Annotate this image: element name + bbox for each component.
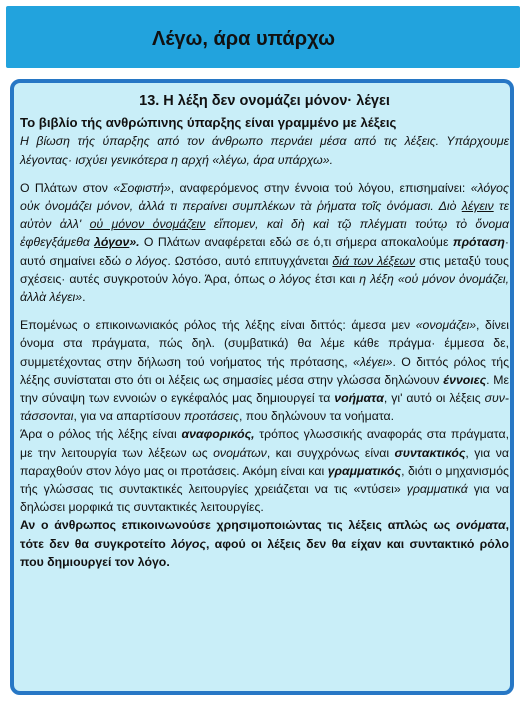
text-span: στις μεταξύ τους σχέσεις· αυτές συγκροτούν λόγο. Άρα, όπως: [20, 253, 509, 286]
quote-end: ».: [129, 235, 140, 250]
work-title: «Σοφιστή»: [113, 180, 171, 195]
text-span: Άρα ο ρόλος τής λέξης είναι: [20, 427, 182, 442]
emphasis: συν-τάσσονται: [20, 391, 509, 424]
emphasis: η λέξη «οὐ μόνον ὀνομάζει, ἀλλὰ λέγει»: [20, 271, 510, 305]
text-span: . Με την σύναψη των εννοιών ο εγκέφαλός μας δημιουργεί τα: [20, 372, 509, 406]
emphasis: ονομάτων: [213, 445, 267, 460]
text-span: , για να παραχθούν στον λόγο μας οι προτάσεις. Ακόμη είναι και: [20, 445, 509, 478]
emphasis: «λέγει»: [353, 354, 393, 369]
keyword: αναφορικός,: [181, 427, 255, 442]
text-span: , αφού οι λέξεις δεν θα είχαν και συντακτικό ρόλο που δημιουργεί τον λόγο.: [20, 536, 509, 569]
text-span: , γι' αυτό οι λέξεις: [383, 391, 485, 406]
emphasis: ο λόγος: [268, 271, 312, 286]
plato-paragraph: [20, 179, 509, 306]
text-span: , που δηλώνουν τα νοήματα.: [238, 409, 395, 424]
text-span: Αν ο άνθρωπος επικοινωνούσε χρησιμοποιώντας τις λέξεις απλώς ως: [20, 518, 457, 533]
emphasis: ονόματα: [456, 518, 506, 533]
text-span: Ο Πλάτων στον: [20, 180, 114, 195]
quote-span: «λόγος οὐκ ὀνομάζει μόνον, ἀλλά τι περαίνει συμπλέκων τὰ ῥήματα τοῖς ὀνόμασι. Διὸ: [20, 180, 509, 214]
emphasis: ο λόγος: [125, 253, 168, 268]
section-title: 13. Η λέξη δεν ονομάζει μόνον· λέγει: [139, 93, 390, 109]
keyword: συντακτικός: [394, 445, 466, 460]
role-paragraph: [20, 316, 509, 425]
quote-keyword: λόγον: [94, 235, 130, 250]
emphasis: λόγος: [171, 536, 206, 551]
page-title: Λέγω, άρα υπάρχω: [152, 28, 336, 50]
text-span: έτσι και: [311, 271, 360, 286]
text-span: , δίνει όνομα στα πράγματα, πώς δηλ. (συμβατικά) θα λέμε κάθε πράγμα· έμμεσα δε, συμμετέχοντας στην δήλωση τού νοήματος τής πρότασης,: [20, 318, 509, 369]
emphasis: διά των λέξεων: [332, 253, 416, 268]
quote-emphasis: λέγειν: [461, 199, 494, 214]
text-span: .: [82, 290, 86, 305]
emphasis: γραμματικά: [406, 482, 468, 497]
quote-span: τε αὐτὸν ἀλλ': [20, 199, 509, 232]
keyword: πρόταση: [452, 235, 505, 250]
text-span: . Ωστόσο, αυτό επιτυγχάνεται: [167, 253, 333, 268]
text-span: , για να απαρτίσουν: [73, 409, 185, 424]
lead-sentence: Το βιβλίο τής ανθρώπινης ύπαρξης είναι γραμμένο με λέξεις: [20, 115, 397, 131]
text-span: , διότι ο μηχανισμός τής γλώσσας τις συντακτικές λειτουργίες χρειάζεται να τις «ντύσει»: [20, 463, 509, 497]
article-body: [20, 92, 509, 581]
text-span: · αυτό σημαίνει εδώ: [20, 235, 509, 268]
title-banner: [6, 6, 520, 68]
intro-paragraph: Η βίωση τής ύπαρξης από τον άνθρωπο περνάει μέσα από τις λέξεις. Υπάρχουμε λέγοντας· ισχύει γενικότερα η αρχή «λέγω, άρα υπάρχω».: [20, 134, 509, 167]
quote-span: εἴπομεν, καὶ δὴ καὶ τῷ πλέγματι τούτῳ τὸ ὄνομα ἐφθεγξάμεθα: [20, 217, 509, 250]
keyword: νοήματα: [334, 391, 384, 406]
text-span: για να δηλώσει μορφικά τις συντακτικές λειτουργίες.: [20, 482, 509, 515]
text-span: , και συγχρόνως είναι: [266, 445, 395, 460]
text-span: Ο Πλάτων αναφέρεται εδώ σε ό,τι σήμερα αποκαλούμε: [139, 235, 453, 250]
text-span: τρόπος γλωσσικής αναφοράς στα πράγματα, με την λειτουργία των λέξεων ως: [20, 427, 509, 460]
text-span: , τότε δεν θα συγκροτείτο: [20, 518, 509, 551]
text-span: . Ο διττός ρόλος τής λέξης συνίσταται στο ότι οι λέξεις ως σημασίες μέσα στην γλώσσα δηλώνουν: [20, 354, 509, 387]
keyword: έννοιες: [443, 372, 487, 387]
emphasis: προτάσεις: [184, 409, 239, 424]
text-span: , αναφερόμενος στην έννοια τού λόγου, επισημαίνει:: [170, 180, 471, 195]
conclusion-paragraph: [20, 516, 509, 571]
quote-emphasis: οὐ μόνον ὀνομάζειν: [89, 217, 206, 232]
emphasis: «ονομάζει»: [415, 318, 477, 333]
text-span: Επομένως ο επικοινωνιακός ρόλος τής λέξης είναι διττός: άμεσα μεν: [20, 318, 416, 333]
keyword: γραμματικός: [327, 463, 402, 478]
function-paragraph: [20, 425, 509, 516]
